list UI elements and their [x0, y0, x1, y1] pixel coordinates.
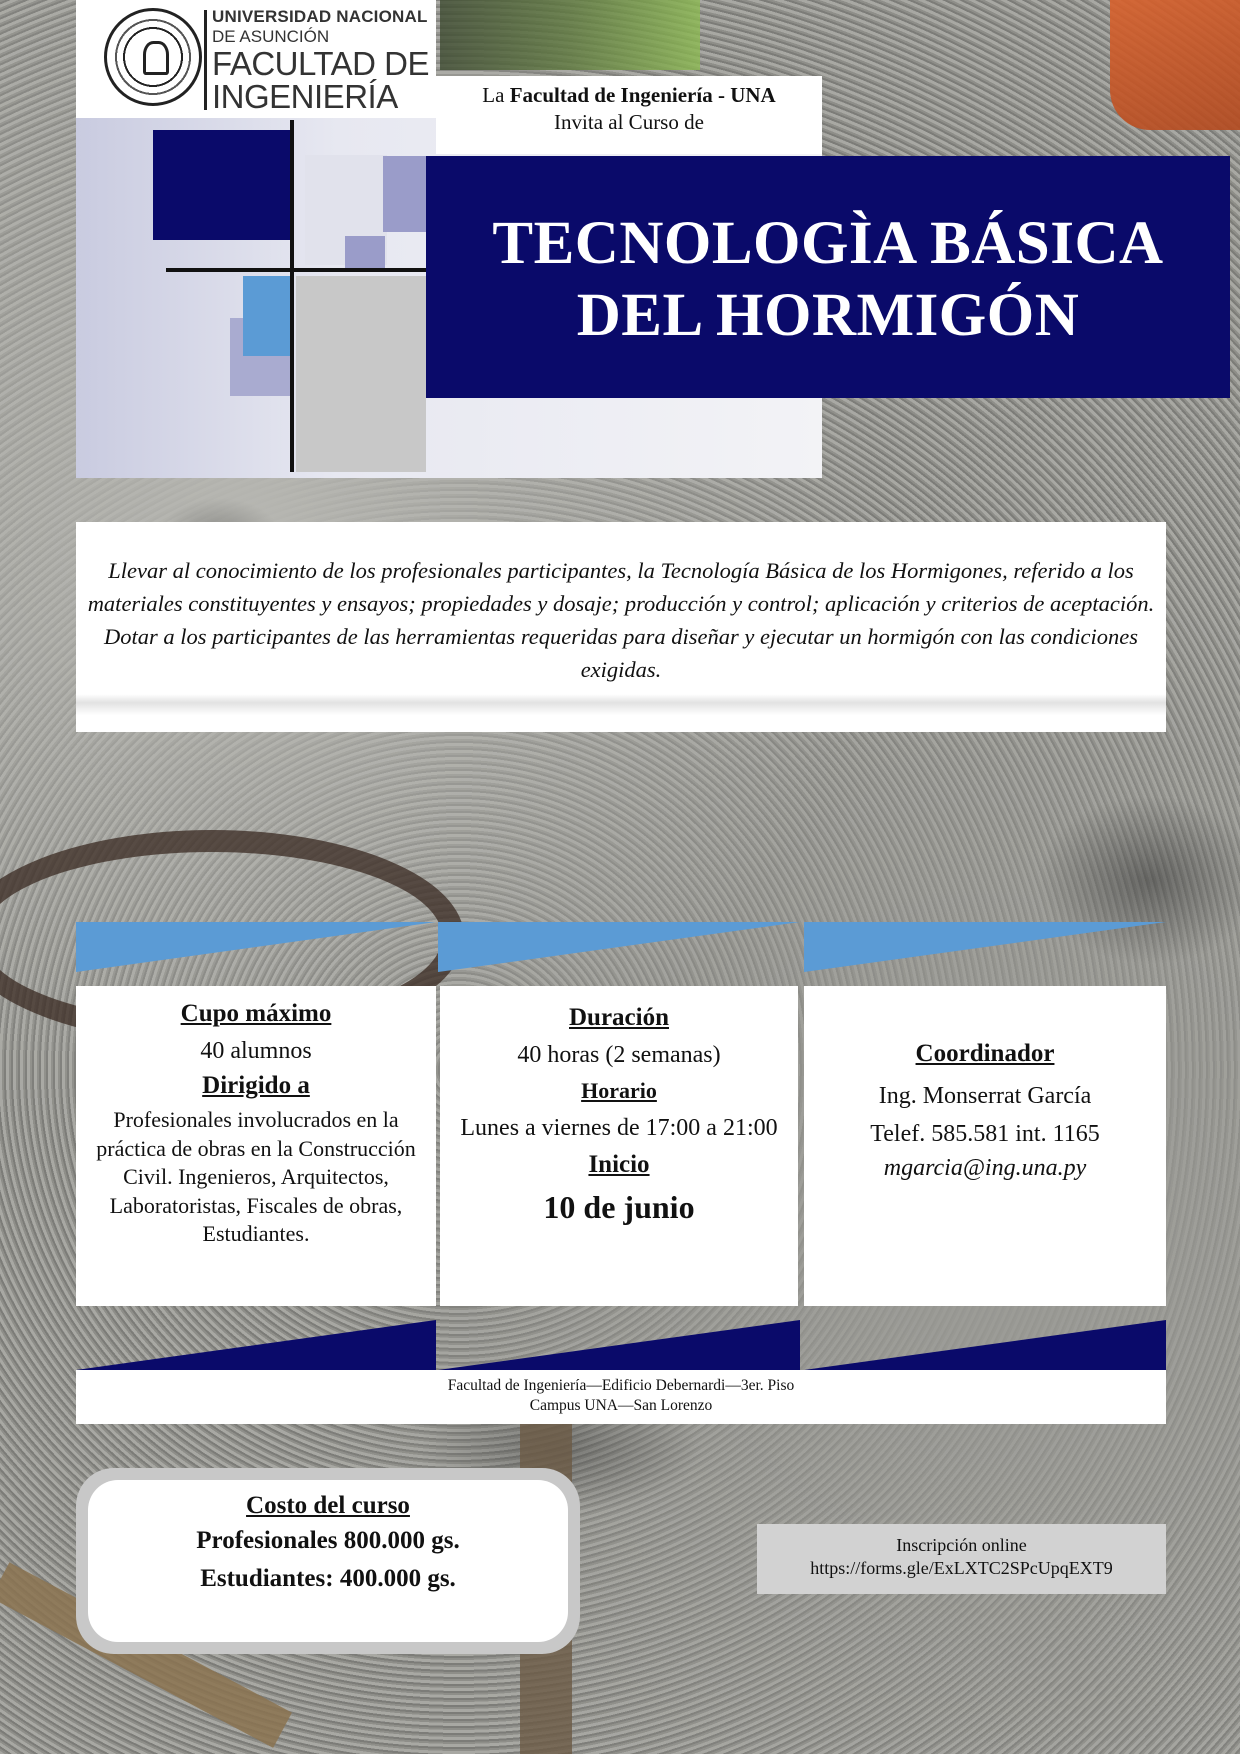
logo-line-4: INGENIERÍA [212, 78, 398, 115]
invitation-org: Facultad de Ingeniería - UNA [509, 83, 776, 107]
inicio-heading: Inicio [588, 1151, 650, 1178]
cupo-value: 40 alumnos [200, 1038, 312, 1064]
address-box [76, 1370, 1166, 1424]
coordinador-email[interactable]: mgarcia@ing.una.py [883, 1155, 1087, 1181]
dirigido-heading: Dirigido a [202, 1072, 310, 1099]
coordinador-name: Ing. Monserrat García [878, 1083, 1092, 1109]
info-column-duracion [440, 986, 798, 1306]
top-triangle-3 [804, 922, 1166, 972]
inicio-value: 10 de junio [543, 1189, 695, 1225]
inscription-link[interactable]: https://forms.gle/ExLXTC2SPcUpqEXT9 [810, 1558, 1113, 1578]
cost-profesionales: Profesionales 800.000 gs. [196, 1527, 460, 1554]
bottom-triangle-3 [804, 1320, 1166, 1370]
invitation-line-2: Invita al Curso de [554, 110, 704, 134]
top-triangle-1 [76, 922, 436, 972]
cost-box [76, 1468, 580, 1654]
address-line-2: Campus UNA—San Lorenzo [529, 1397, 713, 1414]
info-column-coordinador [804, 986, 1166, 1306]
logo-line-1: UNIVERSIDAD NACIONAL [212, 7, 428, 26]
logo-line-2: DE ASUNCIÓN [212, 27, 330, 46]
top-triangle-2 [438, 922, 800, 972]
description-text: Llevar al conocimiento de los profesionales participantes, la Tecnología Básica de los Hormigones, referido a los materiales constituyentes y ensayos; propiedades y dosaje; producción y control; aplicación y criterios de aceptación. Dotar a los participantes de las herramientas requeridas para diseñar y ejecutar un hormigón con las condiciones exigidas. [87, 558, 1155, 682]
bottom-triangle-2 [438, 1320, 800, 1370]
course-title-line-1: TECNOLOGÌA BÁSICA [492, 210, 1164, 277]
invitation-prefix: La [482, 83, 510, 107]
coordinador-phone: Telef. 585.581 int. 1165 [870, 1121, 1100, 1147]
logo-line-3: FACULTAD DE [212, 45, 429, 82]
duracion-value: 40 horas (2 semanas) [517, 1042, 721, 1068]
course-title-line-2: DEL HORMIGÓN [576, 282, 1080, 349]
duracion-heading: Duración [569, 1004, 669, 1031]
cost-estudiantes: Estudiantes: 400.000 gs. [200, 1565, 456, 1592]
horario-value: Lunes a viernes de 17:00 a 21:00 [460, 1115, 778, 1141]
address-line-1: Facultad de Ingeniería—Edificio Debernardi—3er. Piso [447, 1377, 795, 1394]
cost-box-inner [88, 1480, 568, 1642]
horario-heading: Horario [581, 1078, 657, 1103]
inscription-label: Inscripción online [896, 1535, 1027, 1555]
cupo-heading: Cupo máximo [180, 1000, 332, 1027]
bottom-triangle-1 [76, 1320, 436, 1370]
inscription-box [757, 1524, 1166, 1594]
coordinador-heading: Coordinador [915, 1040, 1055, 1067]
info-column-cupo [76, 986, 436, 1306]
dirigido-text: Profesionales involucrados en la práctica de obras en la Construcción Civil. Ingenieros, Arquitectos, Laboratoristas, Fiscales de obras, Estudiantes. [96, 1107, 416, 1246]
cost-heading: Costo del curso [246, 1492, 410, 1519]
